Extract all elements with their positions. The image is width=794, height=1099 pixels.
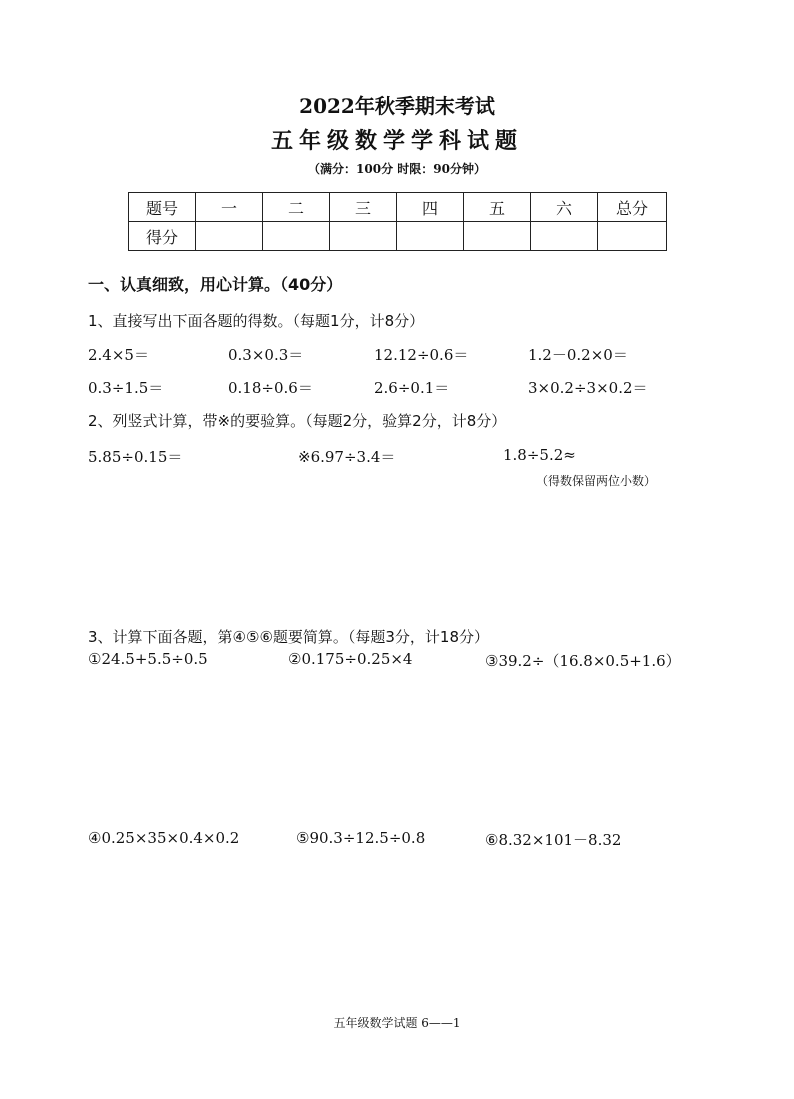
header-cell-3: 三	[330, 193, 397, 222]
q1-item: 0.3×0.3＝	[228, 346, 304, 364]
header-cell-2: 二	[263, 193, 330, 222]
q1-item: 2.6÷0.1＝	[374, 379, 450, 397]
q1-item: 1.2－0.2×0＝	[528, 346, 628, 364]
score-cell[interactable]	[330, 222, 397, 251]
header-cell-4: 四	[397, 193, 464, 222]
score-cell[interactable]	[464, 222, 531, 251]
section1-heading: 一、认真细致，用心计算。（40分）	[88, 275, 343, 294]
score-cell[interactable]	[397, 222, 464, 251]
q1-item: 0.18÷0.6＝	[228, 379, 313, 397]
header-cell-6: 六	[531, 193, 598, 222]
score-cell[interactable]	[531, 222, 598, 251]
q3-item: ⑤90.3÷12.5÷0.8	[296, 829, 426, 847]
q1-item: 0.3÷1.5＝	[88, 379, 164, 397]
q1-item: 12.12÷0.6＝	[374, 346, 469, 364]
score-label-cell: 得分	[129, 222, 196, 251]
q1-item: 3×0.2÷3×0.2＝	[528, 379, 648, 397]
q3-item: ⑥8.32×101－8.32	[485, 831, 622, 849]
question3-label: 3、计算下面各题，第④⑤⑥题要简算。（每题3分，计18分）	[88, 628, 490, 646]
q2-rounding-note: （得数保留两位小数）	[536, 474, 657, 488]
score-table-score-row	[129, 222, 667, 251]
score-cell[interactable]	[263, 222, 330, 251]
q3-item: ②0.175÷0.25×4	[288, 650, 413, 668]
exam-info: （满分：100分 时限：90分钟）	[308, 162, 486, 176]
score-cell[interactable]	[598, 222, 667, 251]
subject-title: 五年级数学学科试题	[270, 128, 523, 154]
score-table	[128, 192, 667, 251]
q2-item: 5.85÷0.15＝	[88, 448, 183, 466]
q3-item: ④0.25×35×0.4×0.2	[88, 829, 240, 847]
page-footer: 五年级数学试题 6——1	[333, 1016, 461, 1030]
q1-item: 2.4×5＝	[88, 346, 149, 364]
score-table-header-row	[129, 193, 667, 222]
header-cell-total: 总分	[598, 193, 667, 222]
header-cell-number: 题号	[129, 193, 196, 222]
q2-item: 1.8÷5.2≈	[503, 446, 576, 464]
q3-item: ③39.2÷（16.8×0.5+1.6）	[485, 652, 681, 670]
question2-label: 2、列竖式计算，带※的要验算。（每题2分，验算2分，计8分）	[88, 412, 507, 430]
header-cell-5: 五	[464, 193, 531, 222]
score-cell[interactable]	[196, 222, 263, 251]
header-cell-1: 一	[196, 193, 263, 222]
q3-item: ①24.5+5.5÷0.5	[88, 650, 208, 668]
exam-title: 2022年秋季期末考试	[299, 94, 495, 118]
q2-item: ※6.97÷3.4＝	[298, 448, 396, 466]
question1-label: 1、直接写出下面各题的得数。（每题1分，计8分）	[88, 312, 425, 330]
